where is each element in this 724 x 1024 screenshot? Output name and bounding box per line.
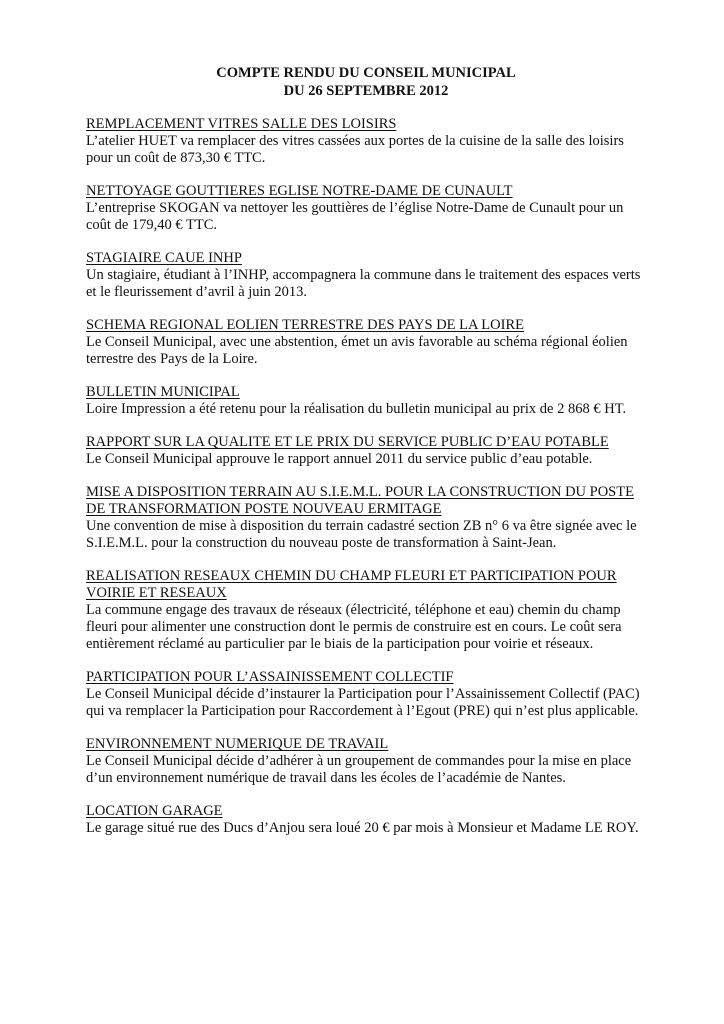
section-heading: BULLETIN MUNICIPAL bbox=[86, 384, 240, 400]
section-heading: SCHEMA REGIONAL EOLIEN TERRESTRE DES PAYS DE LA LOIRE bbox=[86, 317, 524, 333]
section-body: Le Conseil Municipal, avec une abstention, émet un avis favorable au schéma régional éolien terrestre des Pays de la Loire. bbox=[86, 334, 628, 367]
section-body: La commune engage des travaux de réseaux (électricité, téléphone et eau) chemin du champ fleuri pour alimenter une construction dont le permis de construire est en cours. Le coût sera entièrement réclamé au particulier par le biais de la participation pour voirie et réseaux. bbox=[86, 602, 622, 652]
section-assainissement bbox=[86, 669, 646, 720]
section-bulletin-municipal bbox=[86, 384, 646, 418]
section-nettoyage-gouttieres bbox=[86, 183, 646, 234]
section-heading: REMPLACEMENT VITRES SALLE DES LOISIRS bbox=[86, 116, 397, 132]
document-title bbox=[86, 64, 646, 100]
section-body: Un stagiaire, étudiant à l’INHP, accompagnera la commune dans le traitement des espaces verts et le fleurissement d’avril à juin 2013. bbox=[86, 267, 641, 300]
section-body: Le Conseil Municipal approuve le rapport annuel 2011 du service public d’eau potable. bbox=[86, 451, 593, 467]
section-body: Le Conseil Municipal décide d’instaurer la Participation pour l’Assainissement Collectif (PAC) qui va remplacer la Participation pour Raccordement à l’Egout (PRE) qui n’est plus applicable. bbox=[86, 686, 640, 719]
section-heading: ENVIRONNEMENT NUMERIQUE DE TRAVAIL bbox=[86, 736, 389, 752]
section-heading: STAGIAIRE CAUE INHP bbox=[86, 250, 242, 266]
section-heading: REALISATION RESEAUX CHEMIN DU CHAMP FLEURI ET PARTICIPATION POUR VOIRIE ET RESEAUX bbox=[86, 568, 617, 601]
section-rapport-eau bbox=[86, 434, 646, 468]
title-line-2: DU 26 SEPTEMBRE 2012 bbox=[283, 83, 449, 99]
section-heading: NETTOYAGE GOUTTIERES EGLISE NOTRE-DAME DE CUNAULT bbox=[86, 183, 513, 199]
section-heading: RAPPORT SUR LA QUALITE ET LE PRIX DU SERVICE PUBLIC D’EAU POTABLE bbox=[86, 434, 609, 450]
title-line-1: COMPTE RENDU DU CONSEIL MUNICIPAL bbox=[216, 65, 516, 81]
section-remplacement-vitres bbox=[86, 116, 646, 167]
section-heading: MISE A DISPOSITION TERRAIN AU S.I.E.M.L. POUR LA CONSTRUCTION DU POSTE DE TRANSFORMATION POSTE NOUVEAU ERMITAGE bbox=[86, 484, 634, 517]
section-body: Le Conseil Municipal décide d’adhérer à un groupement de commandes pour la mise en place d’un environnement numérique de travail dans les écoles de l’académie de Nantes. bbox=[86, 753, 632, 786]
section-heading: PARTICIPATION POUR L’ASSAINISSEMENT COLLECTIF bbox=[86, 669, 454, 685]
section-body: L’atelier HUET va remplacer des vitres cassées aux portes de la cuisine de la salle des loisirs pour un coût de 873,30 € TTC. bbox=[86, 133, 624, 166]
section-body: Loire Impression a été retenu pour la réalisation du bulletin municipal au prix de 2 868 € HT. bbox=[86, 401, 627, 417]
section-mise-a-disposition bbox=[86, 484, 646, 552]
section-body: Le garage situé rue des Ducs d’Anjou sera loué 20 € par mois à Monsieur et Madame LE ROY. bbox=[86, 820, 639, 836]
section-stagiaire bbox=[86, 250, 646, 301]
section-heading: LOCATION GARAGE bbox=[86, 803, 223, 819]
document-page bbox=[86, 64, 646, 853]
section-environnement-numerique bbox=[86, 736, 646, 787]
section-body: Une convention de mise à disposition du terrain cadastré section ZB n° 6 va être signée avec le S.I.E.M.L. pour la construction du nouveau poste de transformation à Saint-Jean. bbox=[86, 518, 637, 551]
section-schema-eolien bbox=[86, 317, 646, 368]
section-body: L’entreprise SKOGAN va nettoyer les gouttières de l’église Notre-Dame de Cunault pour un coût de 179,40 € TTC. bbox=[86, 200, 624, 233]
section-reseaux-champ-fleuri bbox=[86, 568, 646, 653]
section-location-garage bbox=[86, 803, 646, 837]
